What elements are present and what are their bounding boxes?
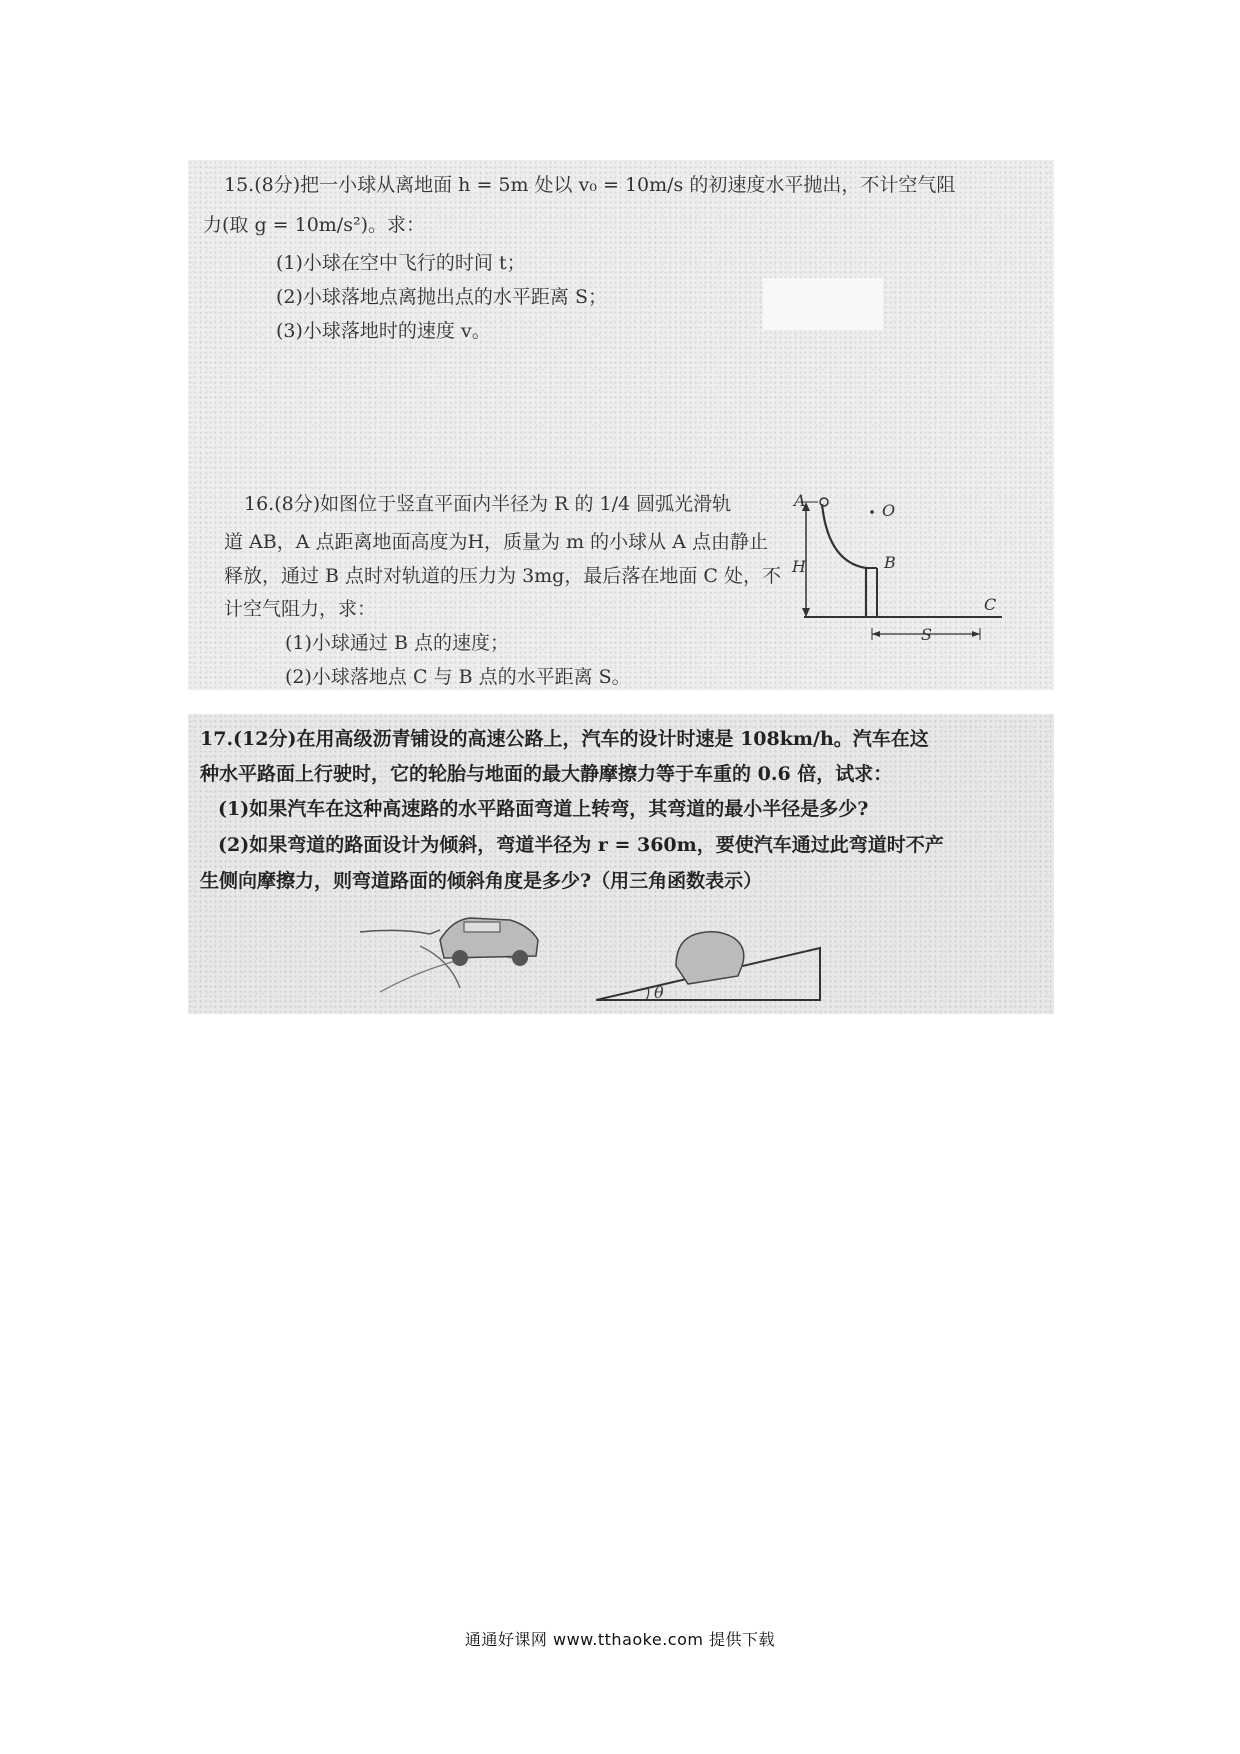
height-arrow-bottom	[802, 608, 810, 617]
center-point-o	[870, 510, 874, 514]
q15-sub-1: (1)小球在空中飞行的时间 t；	[276, 252, 526, 274]
q16-sub-1: (1)小球通过 B 点的速度；	[285, 632, 509, 654]
label-theta: θ	[654, 983, 664, 1002]
label-h: H	[792, 557, 806, 576]
label-c: C	[984, 595, 997, 614]
q17-sub-1: (1)如果汽车在这种高速路的水平路面弯道上转弯，其弯道的最小半径是多少?	[218, 798, 869, 820]
q15-sub-3: (3)小球落地时的速度 v。	[276, 320, 491, 342]
label-s: S	[921, 625, 932, 644]
label-o: O	[882, 501, 896, 520]
q16-line-3: 释放，通过 B 点时对轨道的压力为 3mg，最后落在地面 C 处，不	[224, 565, 781, 587]
q17-line-2: 种水平路面上行驶时，它的轮胎与地面的最大静摩擦力等于车重的 0.6 倍，试求：	[200, 763, 893, 785]
arc-track-path	[822, 504, 866, 617]
q16-line-1: 16.(8分)如图位于竖直平面内半径为 R 的 1/4 圆弧光滑轨	[244, 493, 732, 515]
ball-icon	[820, 498, 828, 506]
whiteout-patch	[763, 278, 883, 330]
wheel-icon	[512, 950, 528, 966]
q17-sub-2a: (2)如果弯道的路面设计为倾斜，弯道半径为 r = 360m，要使汽车通过此弯道时不产	[218, 834, 944, 856]
q15-line-2: 力(取 g = 10m/s²)。求：	[203, 214, 425, 236]
car-on-curve-illustration	[360, 900, 550, 1000]
car-on-incline-icon	[676, 932, 744, 984]
label-b: B	[884, 553, 896, 572]
label-a: A	[794, 491, 806, 510]
footer-source: 通通好课网 www.tthaoke.com 提供下载	[464, 1630, 776, 1649]
q16-line-4: 计空气阻力，求：	[224, 598, 377, 620]
q16-line-2: 道 AB，A 点距离地面高度为H，质量为 m 的小球从 A 点由静止	[224, 531, 768, 553]
angle-arc	[646, 988, 649, 1000]
q16-sub-2: (2)小球落地点 C 与 B 点的水平距离 S。	[285, 666, 631, 688]
arc-track-diagram	[784, 484, 1014, 654]
q17-sub-2b: 生侧向摩擦力，则弯道路面的倾斜角度是多少?（用三角函数表示）	[200, 870, 763, 892]
q15-line-1: 15.(8分)把一小球从离地面 h = 5m 处以 v₀ = 10m/s 的初速度水平抛出，不计空气阻	[224, 174, 956, 196]
q17-line-1: 17.(12分)在用高级沥青铺设的高速公路上，汽车的设计时速是 108km/h。汽车在这	[200, 728, 929, 750]
q15-sub-2: (2)小球落地点离抛出点的水平距离 S；	[276, 286, 607, 308]
banked-road-diagram	[596, 904, 826, 1014]
wheel-icon	[452, 950, 468, 966]
